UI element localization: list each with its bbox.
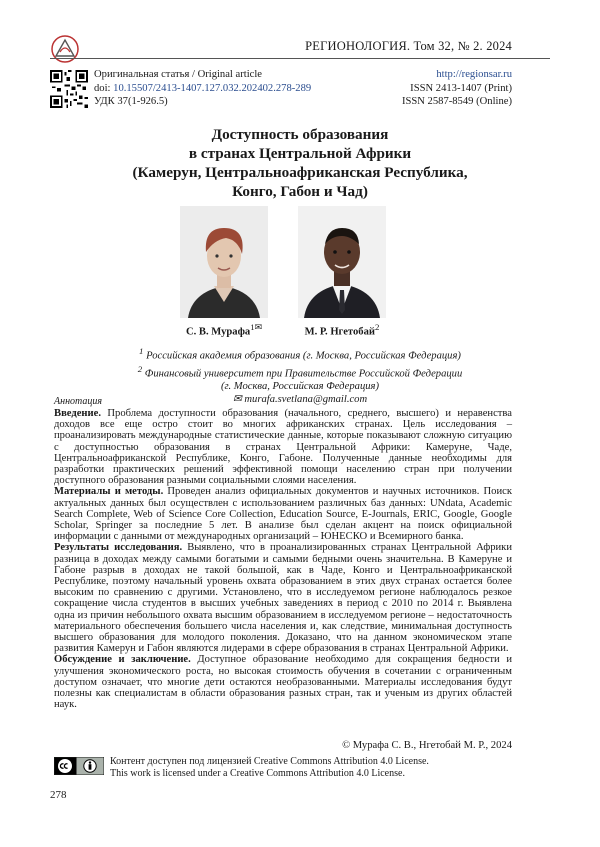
issn-print: ISSN 2413-1407 (Print) xyxy=(410,82,512,94)
abstract-label: Аннотация xyxy=(54,396,103,407)
affiliation-2-city: (г. Москва, Российская Федерация) xyxy=(220,381,379,393)
abstract-intro xyxy=(54,408,512,486)
article-title xyxy=(50,125,550,201)
doi-line xyxy=(94,82,311,96)
affiliations xyxy=(50,345,550,406)
affiliation-sup: 1 xyxy=(139,346,144,356)
creative-commons-badge-icon[interactable] xyxy=(54,757,104,775)
author-sup: 2 xyxy=(375,322,380,332)
page-number: 278 xyxy=(50,789,67,801)
article-meta xyxy=(94,68,311,109)
affiliation-2 xyxy=(50,363,550,381)
author-email[interactable]: ✉ murafa.svetlana@gmail.com xyxy=(232,393,368,405)
author-name: С. В. Мурафа xyxy=(185,326,251,338)
section-head: Обсуждение и заключение. xyxy=(54,654,191,666)
abstract-body xyxy=(54,408,512,710)
affiliation-text: Российская академия образования (г. Москва, Российская Федерация) xyxy=(143,350,461,362)
header-divider xyxy=(50,58,550,59)
author-sup: 1✉ xyxy=(250,322,263,332)
section-text: Выявлено, что в проанализированных странах Центральной Африки разница в доходах между самыми богатыми и самыми бедными очень значительна. В Камеруне и Габоне разрыв в доходах не такой большой, как в Чаде, Конго и Центральноафриканской Республике, поэтому начальный уровень охвата образованием в этих двух странах остается более высоким по сравнению с другими. Установлено, что в исследуемом регионе наблюдалось резкое сокращение числа студентов в высших учебных заведениях в период с 2010 по 2014 г. Выявлена одна из причин небольшого охвата высшим образованием в исследуемом регионе – недостаточность материального обеспечения большего числа населения и, как следствие, минимальная доступность высшего образования для молодого поколения. Доказано, что на данном экономическом этапе развития Камерун и Габон являются лидерами в сфере образования в странах Центральной Африки. xyxy=(54,542,513,655)
author-name: М. Р. Нгетобай xyxy=(304,326,375,338)
affiliation-sup: 2 xyxy=(137,364,143,375)
journal-header: РЕГИОНОЛОГИЯ. Том 32, № 2. 2024 xyxy=(305,39,512,53)
journal-url-link[interactable]: http://regionsar.ru xyxy=(436,69,512,80)
title-line: в странах Центральной Африки xyxy=(188,145,412,162)
author-photo-ngetobai xyxy=(298,206,386,318)
title-line: (Камерун, Центральноафриканская Республика, xyxy=(132,164,468,181)
abstract-results xyxy=(54,542,512,654)
section-text: Проблема доступности образования (начального, среднего, высшего) и неравенства доходов все еще остро стоит во многих африканских странах. Цель исследования – проанализировать международные статистические данные, которые показывают сложную ситуацию с доступностью образования в странах Центральной Африки: Камеруне, Чаде, Центральноафриканской Республике, Конго, Габоне. Полученные данные необходимы для разработки практических решений эффективной помощи населению стран при получении доступного образования разными социальными слоями населения. xyxy=(54,408,512,487)
license-en: This work is licensed under a Creative Commons Attribution 4.0 License. xyxy=(110,767,405,779)
doi-prefix: doi: xyxy=(94,82,114,94)
qr-code-icon xyxy=(50,70,88,108)
journal-logo-icon xyxy=(50,34,80,64)
author-photo-murafa xyxy=(180,206,268,318)
affiliation-1 xyxy=(50,345,550,363)
copyright: © Мурафа С. В., Нгетобай М. Р., 2024 xyxy=(342,740,512,751)
doi-link[interactable]: 10.15507/2413-1407.127.032.202402.278-289 xyxy=(113,82,312,94)
section-head: Введение. xyxy=(54,408,101,419)
abstract-methods xyxy=(54,486,512,542)
article-type: Оригинальная статья / Original article xyxy=(94,69,262,80)
section-text: Доступное образование необходимо для сокращения бедности и улучшения экономического роста, но высокая стоимость обучения в сочетании с ограниченным доступом означает, что многие дети остаются необразованными. Материалы исследования будут полезны как специалистам в области образования разных стран, так и ученым из других областей наук. xyxy=(54,654,512,711)
title-line: Доступность образования xyxy=(211,126,389,143)
issn-online: ISSN 2587-8549 (Online) xyxy=(401,96,512,107)
section-head: Материалы и методы. xyxy=(54,486,164,498)
license-ru: Контент доступен под лицензией Creative Commons Attribution 4.0 License. xyxy=(110,756,429,767)
section-text: Проведен анализ официальных документов и научных источников. Поиск актуальных данных был осуществлен с использованием различных баз данных: UNdata, Academic Search Complete, Web of Science Core Collection, Education Source, E-Journals, ERIC, Google, Google Scholar, Springer за последние 5 лет. В анализе был сделан акцент на поиск официальной информации с данными от международных организаций – ЮНЕСКО и Всемирного банка. xyxy=(54,486,512,543)
section-head: Результаты исследования. xyxy=(54,542,183,554)
abstract-discussion xyxy=(54,654,512,710)
author-name-2 xyxy=(272,322,412,338)
journal-meta xyxy=(402,68,512,109)
udc-code: УДК 37(1-926.5) xyxy=(94,96,168,107)
license-text xyxy=(110,756,429,779)
affiliation-text: Финансовый университет при Правительстве Российской Федерации xyxy=(142,368,463,380)
title-line: Конго, Габон и Чад) xyxy=(232,183,368,200)
